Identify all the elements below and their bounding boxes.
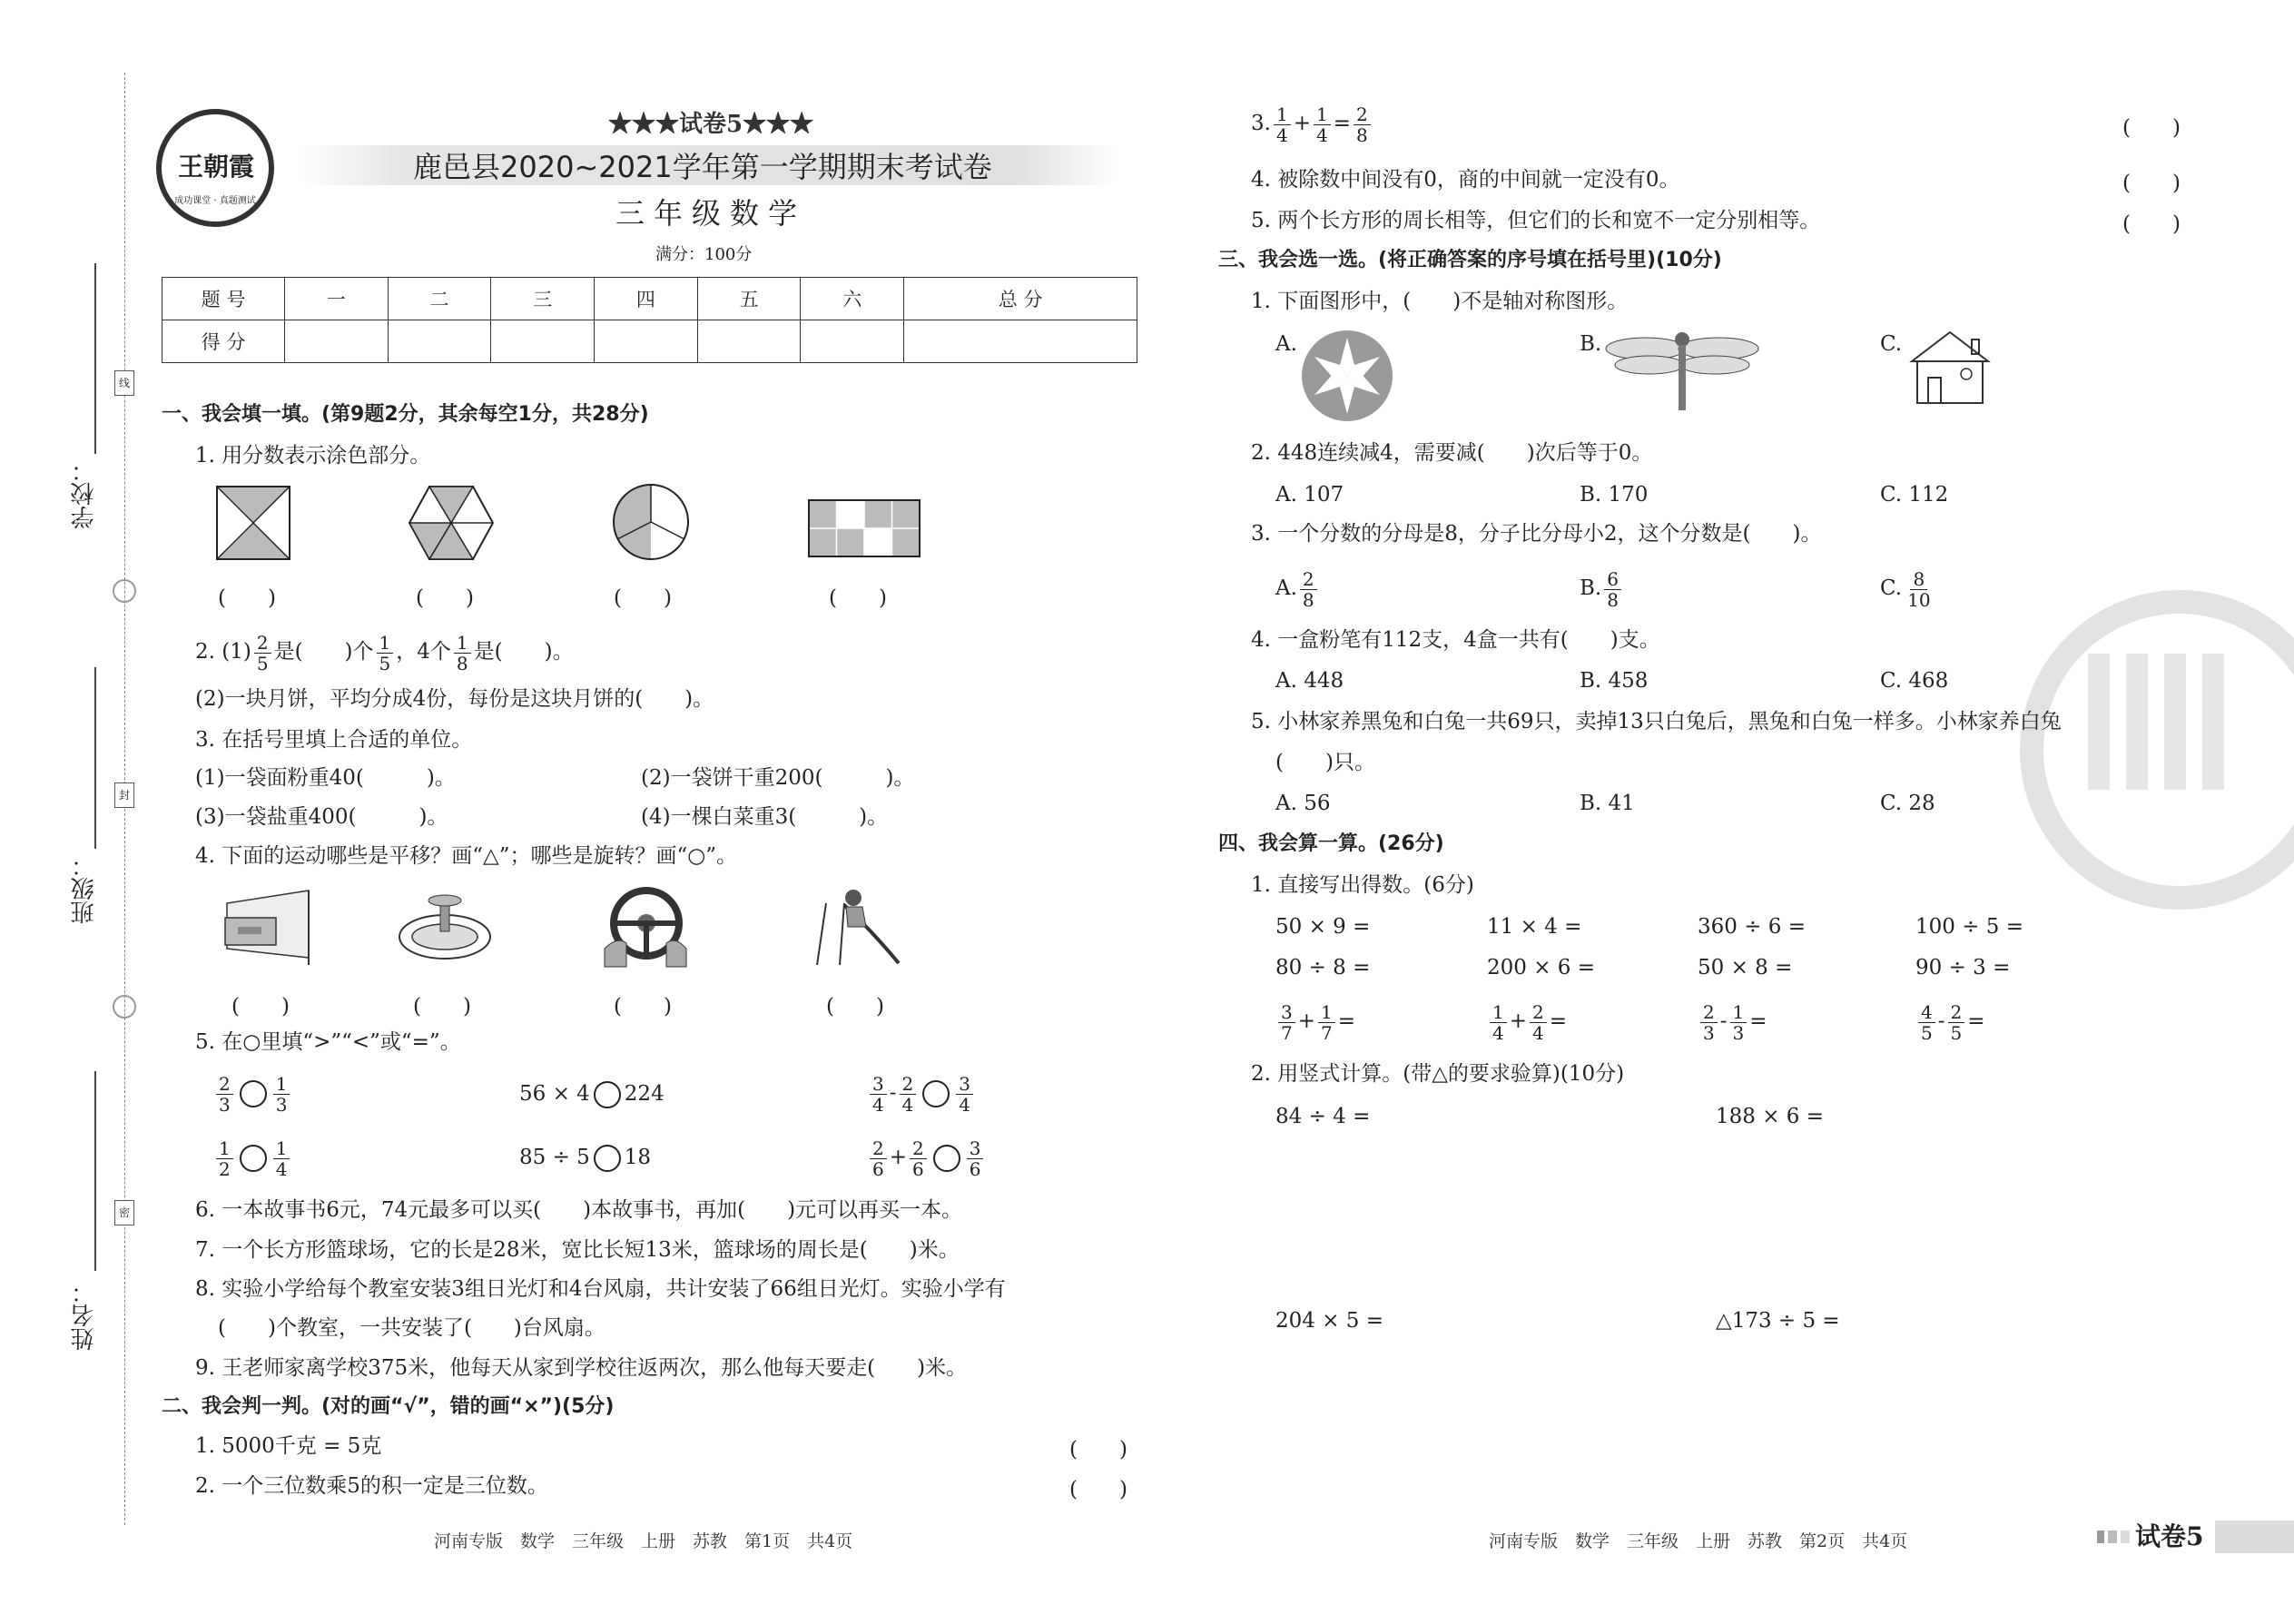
s3-q3-option[interactable]: C. $\frac{8}{10}$ xyxy=(1880,563,1936,614)
s1-q7: 7. 一个长方形篮球场，它的长是28米，宽比长短13米，篮球场的周长是( )米。 xyxy=(195,1238,960,1262)
score-table-cell: 得 分 xyxy=(162,320,285,363)
slide-child-picture xyxy=(799,885,908,969)
circle-figure xyxy=(612,483,690,561)
oral-calc-item: $\frac{2}{3}$ - $\frac{1}{3}$ = xyxy=(1698,996,1767,1047)
s1-q3: 3. 在括号里填上合适的单位。 xyxy=(195,728,473,752)
fraction: $\frac{6}{8}$ xyxy=(1604,569,1621,610)
name-label: 姓名： xyxy=(71,1280,98,1351)
score-input-cell[interactable] xyxy=(285,320,389,363)
s1-q4: 4. 下面的运动哪些是平移？画“△”；哪些是旋转？画“○”。 xyxy=(195,844,738,868)
s1-q8b: ( )个教室，一共安装了( )台风扇。 xyxy=(218,1316,605,1340)
s3-q3: 3. 一个分数的分母是8，分子比分母小2，这个分数是( )。 xyxy=(1251,522,1822,546)
compare-circle[interactable] xyxy=(240,1080,267,1107)
s3-q2-option[interactable]: B. 170 xyxy=(1580,483,1649,507)
compare-value: 18 xyxy=(624,1146,652,1169)
s2-q2: 2. 一个三位数乘5的积一定是三位数。 xyxy=(195,1474,548,1498)
score-input-cell[interactable] xyxy=(388,320,491,363)
s3-q4: 4. 一盒粉笔有112支，4盒一共有( )支。 xyxy=(1251,628,1660,652)
section1-title: 一、我会填一填。(第9题2分，其余每空1分，共28分) xyxy=(162,403,649,426)
answer-blank[interactable]: ( ) xyxy=(614,586,672,610)
fraction: $\frac{1}{4}$ xyxy=(1314,104,1331,145)
oral-calc-item: 90 ÷ 3 = xyxy=(1915,956,2011,979)
judge-blank[interactable]: ( ) xyxy=(2122,212,2181,236)
score-table-score-row xyxy=(162,320,1137,363)
score-input-cell[interactable] xyxy=(595,320,698,363)
s1-q1-text: 1. 用分数表示涂色部分。 xyxy=(195,444,431,468)
fraction: $\frac{2}{8}$ xyxy=(1354,104,1371,145)
compare-expr: 56 × 4 xyxy=(519,1082,590,1106)
compare-circle[interactable] xyxy=(922,1080,950,1107)
fraction: $\frac{1}{5}$ xyxy=(377,633,394,674)
logo-subtext: 成功课堂 · 真题测试 xyxy=(174,196,256,206)
full-score: 满分：100分 xyxy=(655,245,753,264)
section4-title: 四、我会算一算。(26分) xyxy=(1218,832,1444,855)
fraction: $\frac{8}{10}$ xyxy=(1907,567,1931,611)
oral-calc-item: 50 × 8 = xyxy=(1698,956,1793,979)
s3-q2-option[interactable]: C. 112 xyxy=(1880,483,1949,507)
oral-calc-item: 360 ÷ 6 = xyxy=(1698,915,1807,939)
vertical-calc-item: 204 × 5 = xyxy=(1275,1309,1384,1333)
score-table-cell: 一 xyxy=(285,278,389,320)
s3-q2: 2. 448连续减4，需要减( )次后等于0。 xyxy=(1251,441,1653,465)
square-diagonals-figure xyxy=(216,486,290,560)
steering-wheel-picture xyxy=(599,885,690,969)
compare-circle[interactable] xyxy=(240,1145,267,1172)
score-input-cell[interactable] xyxy=(697,320,801,363)
oral-calc-item: 200 × 6 = xyxy=(1487,956,1596,979)
fraction: $\frac{3}{4}$ xyxy=(870,1074,887,1115)
s1-q8a: 8. 实验小学给每个教室安装3组日光灯和4台风扇，共计安装了66组日光灯。实验小学有 xyxy=(195,1277,1006,1301)
binding-mark-line: 线 xyxy=(114,370,134,396)
section3-title: 三、我会选一选。(将正确答案的序号填在括号里)(10分) xyxy=(1218,249,1722,271)
name-field-line xyxy=(94,1071,96,1271)
fraction: $\frac{1}{3}$ xyxy=(273,1074,290,1115)
fraction: $\frac{2}{5}$ xyxy=(254,633,271,674)
oral-calc-item: $\frac{1}{4}$ + $\frac{2}{4}$ = xyxy=(1487,996,1567,1047)
q2a-prefix: 2. (1) xyxy=(195,640,251,664)
s2-q1: 1. 5000千克 = 5克 xyxy=(195,1434,382,1458)
compare-expr: 85 ÷ 5 xyxy=(519,1146,590,1169)
score-table-header-row xyxy=(162,278,1137,320)
answer-blank[interactable]: ( ) xyxy=(614,995,672,1019)
score-input-cell[interactable] xyxy=(491,320,595,363)
oral-calc-item: 11 × 4 = xyxy=(1487,915,1582,939)
fraction: $\frac{1}{2}$ xyxy=(216,1138,233,1179)
answer-blank[interactable]: ( ) xyxy=(413,995,471,1019)
compare-item xyxy=(519,1080,665,1108)
exam-title: 鹿邑县2020~2021学年第一学期期末考试卷 xyxy=(413,150,992,184)
s3-q4-option[interactable]: B. 458 xyxy=(1580,669,1649,693)
subject-title: 三年级数学 xyxy=(615,196,807,231)
fraction: $\frac{3}{4}$ xyxy=(956,1074,973,1115)
school-label: 学校： xyxy=(71,458,98,529)
s4-q2: 2. 用竖式计算。(带△的要求验算)(10分) xyxy=(1251,1062,1625,1086)
vertical-calc-item: 84 ÷ 4 = xyxy=(1275,1105,1371,1128)
option-b-label: B. xyxy=(1580,332,1602,356)
score-input-cell[interactable] xyxy=(904,320,1137,363)
s2-q5: 5. 两个长方形的周长相等，但它们的长和宽不一定分别相等。 xyxy=(1251,209,1821,232)
school-field-line xyxy=(94,263,96,454)
vertical-calc-item: 188 × 6 = xyxy=(1716,1105,1825,1128)
footer-badge-bar xyxy=(2215,1521,2294,1553)
compare-circle[interactable] xyxy=(594,1145,621,1172)
s1-q9: 9. 王老师家离学校375米，他每天从家到学校往返两次，那么他每天要走( )米。 xyxy=(195,1356,968,1380)
score-table-cell: 二 xyxy=(388,278,491,320)
class-field-line xyxy=(94,667,96,849)
drawer-picture xyxy=(218,885,318,967)
grid-rectangle-figure xyxy=(808,499,921,557)
option-a-label: A. xyxy=(1275,332,1297,356)
s1-q3a: (1)一袋面粉重40( )。 xyxy=(195,766,456,790)
oral-calc-item: 100 ÷ 5 = xyxy=(1915,915,2024,939)
q2a-mid2: ，4个 xyxy=(396,640,451,664)
compare-item: $\frac{3}{4}$ - $\frac{2}{4}$ $\frac{3}{4}$ xyxy=(867,1068,976,1118)
score-table-cell: 三 xyxy=(491,278,595,320)
s3-q2-option[interactable]: A. 107 xyxy=(1275,483,1344,507)
s2-q3: 3. $\frac{1}{4}$ + $\frac{1}{4}$ = $\frac{2}{8}$ xyxy=(1251,98,1373,149)
s1-q6: 6. 一本故事书6元，74元最多可以买( )本故事书，再加( )元可以再买一本。 xyxy=(195,1198,963,1222)
footer-left: 河南专版 数学 三年级 上册 苏教 第1页 共4页 xyxy=(434,1531,853,1551)
class-label: 班级： xyxy=(71,853,98,924)
s1-q3b: (2)一袋饼干重200( )。 xyxy=(641,766,915,790)
answer-blank[interactable]: ( ) xyxy=(231,995,290,1019)
vertical-calc-item: △173 ÷ 5 = xyxy=(1716,1309,1840,1333)
q2a-end: 是( )。 xyxy=(473,640,574,664)
hexagon-figure xyxy=(408,485,495,561)
answer-blank[interactable]: ( ) xyxy=(218,586,276,610)
oral-calc-item: 50 × 9 = xyxy=(1275,915,1371,939)
logo-text: 王朝霞 xyxy=(177,152,254,182)
score-table-cell: 题 号 xyxy=(162,278,285,320)
judge-blank[interactable]: ( ) xyxy=(1069,1438,1127,1462)
dragonfly-figure xyxy=(1602,329,1762,412)
binding-mark-secret: 密 xyxy=(114,1200,134,1225)
s3-q5b: ( )只。 xyxy=(1275,751,1375,774)
s3-q4-option[interactable]: A. 448 xyxy=(1275,669,1344,693)
faucet-sink-picture xyxy=(395,882,495,969)
fraction: $\frac{2}{6}$ xyxy=(910,1138,927,1179)
fraction: $\frac{2}{4}$ xyxy=(900,1074,917,1115)
answer-blank[interactable]: ( ) xyxy=(416,586,474,610)
answer-blank[interactable]: ( ) xyxy=(829,586,887,610)
star-flower-figure xyxy=(1300,329,1394,423)
s3-q3-option[interactable]: B. $\frac{6}{8}$ xyxy=(1580,563,1624,614)
s1-q3c: (3)一袋盐重400( )。 xyxy=(195,805,448,829)
fraction: $\frac{2}{6}$ xyxy=(870,1138,887,1179)
oral-calc-item: $\frac{4}{5}$ - $\frac{2}{5}$ = xyxy=(1915,996,1985,1047)
compare-circle[interactable] xyxy=(933,1145,960,1172)
oral-calc-item: 80 ÷ 8 = xyxy=(1275,956,1371,979)
s3-q3-option[interactable]: A. $\frac{2}{8}$ xyxy=(1275,563,1320,614)
score-table xyxy=(162,277,1137,363)
s1-q3d: (4)一棵白菜重3( )。 xyxy=(641,805,889,829)
score-input-cell[interactable] xyxy=(801,320,904,363)
watermark-seal-glyph xyxy=(2088,654,2224,790)
score-table-cell: 六 xyxy=(801,278,904,320)
footer-badge-squares-icon xyxy=(2097,1530,2130,1543)
fraction: $\frac{1}{4}$ xyxy=(273,1138,290,1179)
fraction: $\frac{1}{4}$ xyxy=(1274,104,1291,145)
s1-q2b: (2)一块月饼，平均分成4份，每份是这块月饼的( )。 xyxy=(195,687,714,711)
footer-badge: 试卷5 xyxy=(2135,1521,2204,1551)
compare-item xyxy=(519,1144,651,1172)
s3-q5-option[interactable]: A. 56 xyxy=(1275,792,1331,815)
s1-q2a xyxy=(195,628,574,675)
compare-item: $\frac{2}{6}$ + $\frac{2}{6}$ $\frac{3}{6}$ xyxy=(867,1132,986,1183)
binding-hole-icon xyxy=(113,579,136,603)
s3-q5a: 5. 小林家养黑兔和白兔一共69只，卖掉13只白兔后，黑兔和白兔一样多。小林家养白兔 xyxy=(1251,710,2062,733)
compare-item xyxy=(213,1132,292,1183)
answer-blank[interactable]: ( ) xyxy=(826,995,884,1019)
fraction: $\frac{3}{6}$ xyxy=(967,1138,984,1179)
fraction: $\frac{2}{8}$ xyxy=(1300,569,1317,610)
footer-right: 河南专版 数学 三年级 上册 苏教 第2页 共4页 xyxy=(1489,1531,1908,1551)
s3-q5-option[interactable]: C. 28 xyxy=(1880,792,1935,815)
score-table-cell: 总 分 xyxy=(904,278,1137,320)
binding-mark-seal: 封 xyxy=(114,782,134,808)
paper-number: ★★★试卷5★★★ xyxy=(608,111,814,138)
fraction: $\frac{1}{8}$ xyxy=(454,633,471,674)
compare-circle[interactable] xyxy=(594,1081,621,1108)
s2-q4: 4. 被除数中间没有0，商的中间就一定没有0。 xyxy=(1251,168,1680,192)
s3-q1: 1. 下面图形中，( )不是轴对称图形。 xyxy=(1251,290,1629,313)
s4-q1: 1. 直接写出得数。(6分) xyxy=(1251,873,1474,897)
s3-q4-option[interactable]: C. 468 xyxy=(1880,669,1949,693)
section2-title: 二、我会判一判。(对的画“√”，错的画“×”)(5分) xyxy=(162,1395,615,1418)
oral-calc-item: $\frac{3}{7}$ + $\frac{1}{7}$ = xyxy=(1275,996,1355,1047)
option-c-label: C. xyxy=(1880,332,1903,356)
s3-q5-option[interactable]: B. 41 xyxy=(1580,792,1635,815)
logo-badge xyxy=(156,109,274,227)
score-table-cell: 五 xyxy=(697,278,801,320)
fraction: $\frac{2}{3}$ xyxy=(216,1074,233,1115)
judge-blank[interactable]: ( ) xyxy=(2122,116,2181,140)
compare-value: 224 xyxy=(624,1082,665,1106)
judge-blank[interactable]: ( ) xyxy=(1069,1478,1127,1501)
binding-hole-icon xyxy=(113,995,136,1019)
house-figure xyxy=(1905,329,1995,405)
judge-blank[interactable]: ( ) xyxy=(2122,172,2181,195)
score-table-cell: 四 xyxy=(595,278,698,320)
s1-q5: 5. 在○里填“>”“<”或“=”。 xyxy=(195,1030,461,1054)
q2a-mid1: 是( )个 xyxy=(273,640,374,664)
compare-item xyxy=(213,1068,292,1118)
